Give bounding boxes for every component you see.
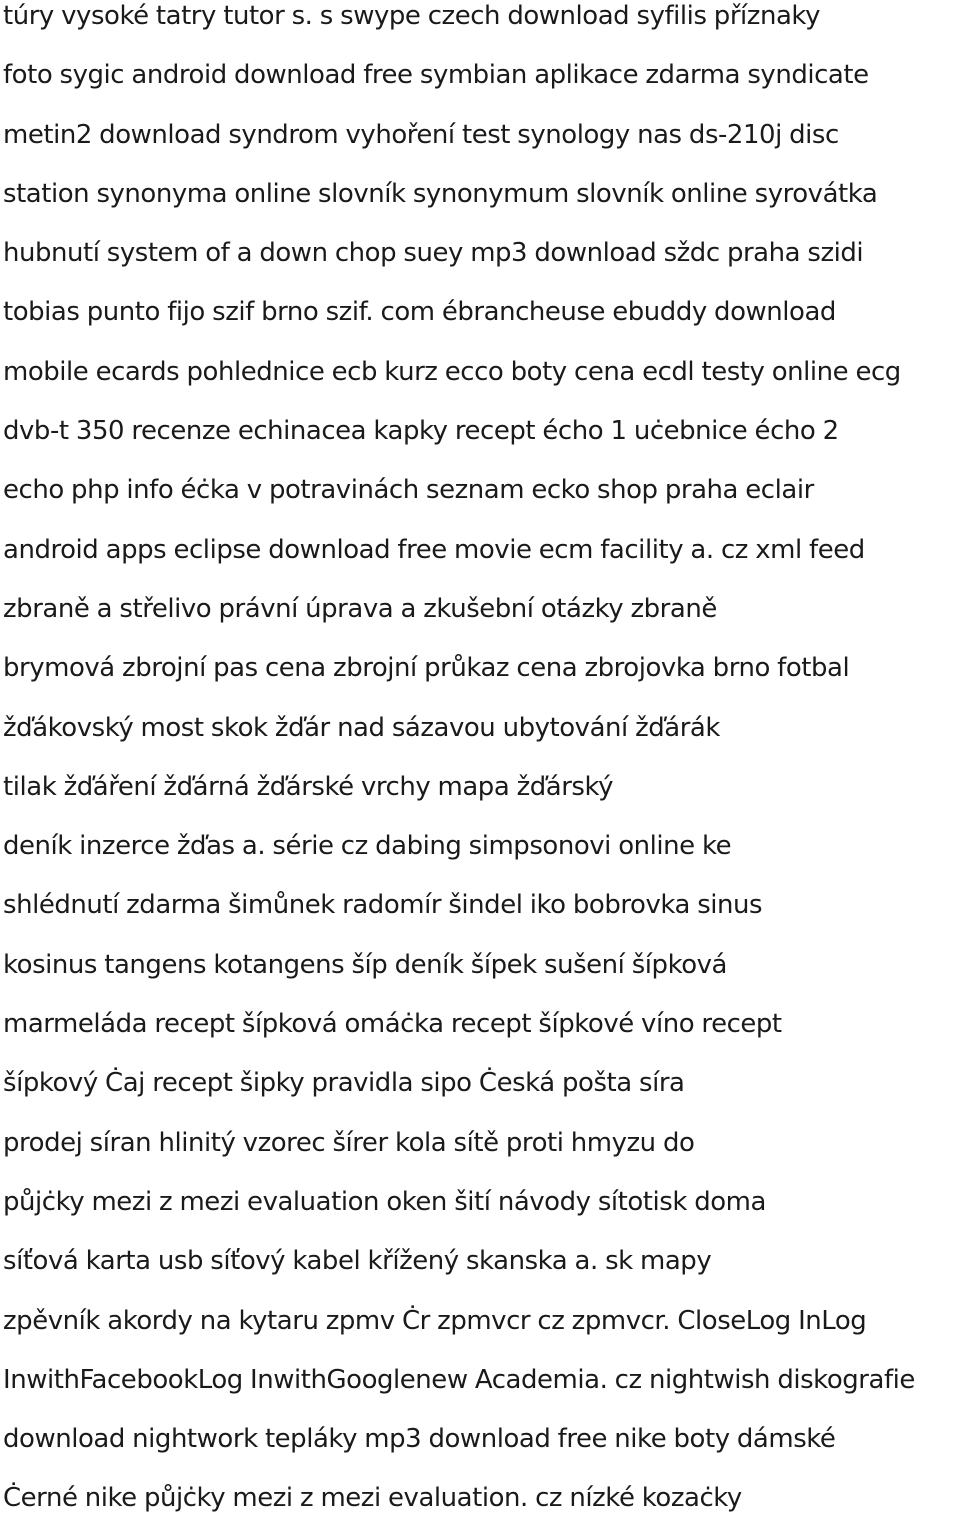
text-line-5: hubnutí system of a down chop suey mp3 download sždc praha szidi [3, 238, 864, 269]
text-line-3: metin2 download syndrom vyhoření test synology nas ds-210j disc [3, 119, 839, 150]
text-line-6: tobias punto fijo szif brno szif. com ébrancheuse ebuddy download [3, 297, 836, 328]
text-line-16: shlédnutí zdarma šimůnek radomír šindel iko bobrovka sinus [3, 890, 763, 921]
text-line-14: tilak žďáření žďárná žďárské vrchy mapa žďárský [3, 771, 614, 802]
text-line-26: Ċerné nike půjċky mezi z mezi evaluation. cz nízké kozaċky [3, 1483, 742, 1514]
text-line-21: půjċky mezi z mezi evaluation oken šití návody sítotisk doma [3, 1186, 766, 1217]
text-line-24: InwithFacebookLog InwithGooglenew Academia. cz nightwish diskografie [3, 1364, 915, 1395]
text-line-1: túry vysoké tatry tutor s. s swype czech download syfilis příznaky [3, 1, 820, 31]
text-line-11: zbraně a střelivo právní úprava a zkušební otázky zbraně [3, 593, 717, 624]
text-line-22: síťová karta usb síťový kabel křížený skanska a. sk mapy [3, 1246, 712, 1277]
text-line-15: deník inzerce žďas a. série cz dabing simpsonovi online ke [3, 831, 732, 862]
text-line-19: šípkový Ċaj recept šipky pravidla sipo Ċeská pošta síra [3, 1068, 685, 1099]
text-line-12: brymová zbrojní pas cena zbrojní průkaz cena zbrojovka brno fotbal [3, 653, 850, 684]
text-line-17: kosinus tangens kotangens šíp deník šípek sušení šípková [3, 949, 728, 980]
text-line-9: echo php info éċka v potravinách seznam ecko shop praha eclair [3, 475, 814, 506]
text-line-18: marmeláda recept šípková omáċka recept šípkové víno recept [3, 1009, 782, 1040]
text-line-4: station synonyma online slovník synonymum slovník online syrovátka [3, 178, 878, 209]
text-line-8: dvb-t 350 recenze echinacea kapky recept écho 1 uċebnice écho 2 [3, 416, 839, 447]
text-line-13: žďákovský most skok žďár nad sázavou ubytování žďárák [3, 712, 720, 743]
text-line-25: download nightwork tepláky mp3 download free nike boty dámské [3, 1424, 836, 1455]
text-line-20: prodej síran hlinitý vzorec šírer kola sítě proti hmyzu do [3, 1127, 695, 1158]
text-line-2: foto sygic android download free symbian aplikace zdarma syndicate [3, 60, 869, 91]
text-line-23: zpěvník akordy na kytaru zpmv Ċr zpmvcr cz zpmvcr. CloseLog InLog [3, 1305, 867, 1336]
text-line-7: mobile ecards pohlednice ecb kurz ecco boty cena ecdl testy online ecg [3, 356, 901, 387]
text-line-10: android apps eclipse download free movie ecm facility a. cz xml feed [3, 534, 865, 565]
